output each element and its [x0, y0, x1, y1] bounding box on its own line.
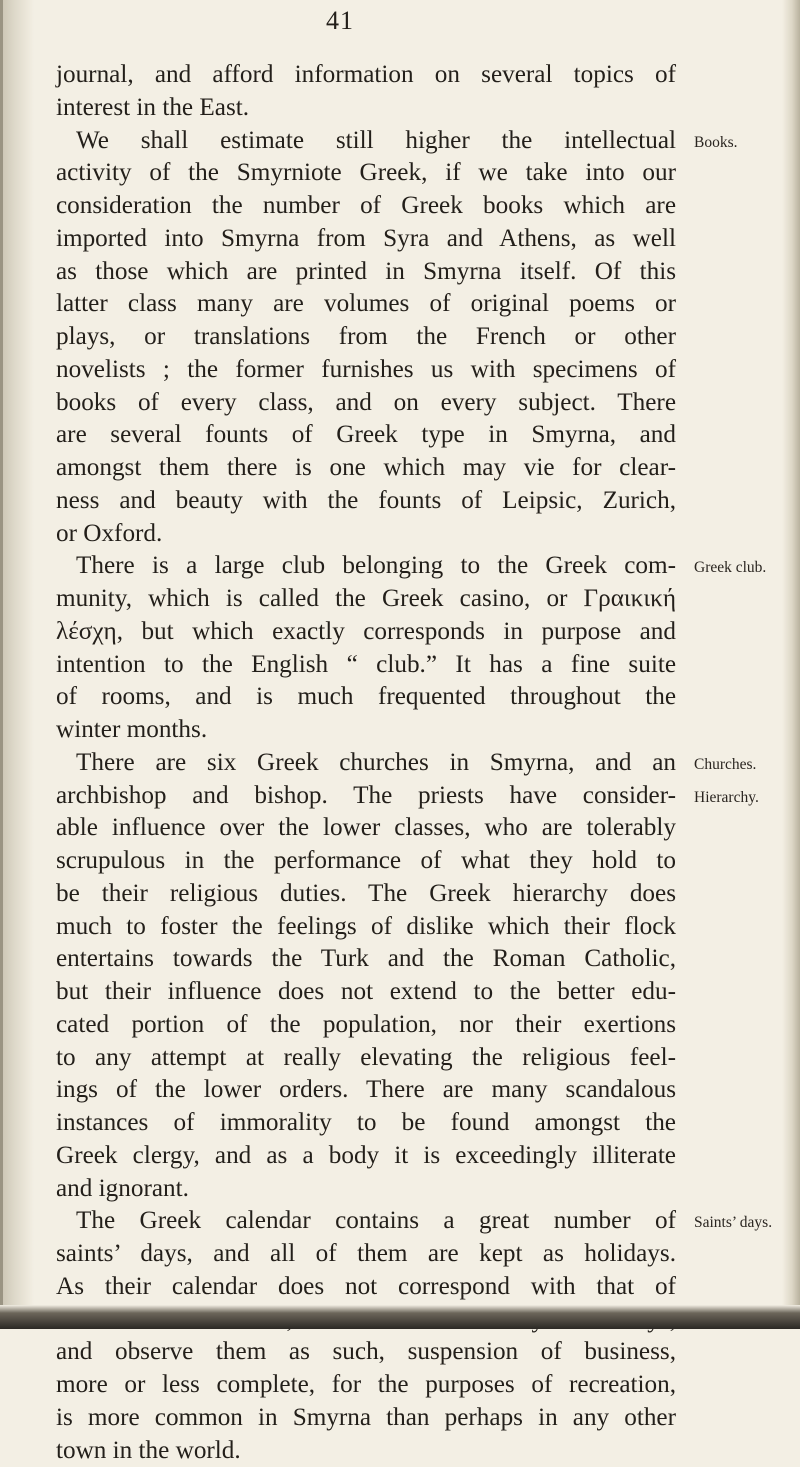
text-line: imported into Smyrna from Syra and Athens, as well: [56, 223, 676, 256]
text-line: are several founts of Greek type in Smyrna, and: [56, 419, 676, 452]
text-line: of rooms, and is much frequented throughout the: [56, 681, 676, 714]
text-line: be their religious duties. The Greek hierarchy does: [56, 878, 676, 911]
text-line: much to foster the feelings of dislike which their flock: [56, 911, 676, 944]
text-line: amongst them there is one which may vie for clear-: [56, 452, 676, 485]
text-line: to any attempt at really elevating the religious feel-: [56, 1042, 676, 1075]
margin-note: Books.: [694, 134, 738, 152]
margin-note: Churches.: [694, 756, 756, 774]
text-line: entertains towards the Turk and the Roman Catholic,: [56, 943, 676, 976]
text-line: munity, which is called the Greek casino, or Γραικική: [56, 583, 676, 616]
text-line: winter months.: [56, 714, 676, 747]
text-line: There is a large club belonging to the Greek com-: [56, 550, 676, 583]
text-line: As their calendar does not correspond with that of: [56, 1271, 676, 1304]
text-line: is more common in Smyrna than perhaps in any other: [56, 1402, 676, 1435]
text-line: archbishop and bishop. The priests have consider-: [56, 780, 676, 813]
text-line: ness and beauty with the founts of Leipsic, Zurich,: [56, 485, 676, 518]
text-line: scrupulous in the performance of what they hold to: [56, 845, 676, 878]
text-line: novelists ; the former furnishes us with specimens of: [56, 354, 676, 387]
page-number: 41: [0, 6, 680, 36]
margin-note: Saints’ days.: [694, 1214, 772, 1232]
text-line: instances of immorality to be found amongst the: [56, 1107, 676, 1140]
text-line: able influence over the lower classes, who are tolerably: [56, 812, 676, 845]
text-line: There are six Greek churches in Smyrna, and an: [56, 747, 676, 780]
book-gutter-shadow: [0, 0, 34, 1329]
text-line: Greek clergy, and as a body it is exceedingly illiterate: [56, 1140, 676, 1173]
body-text: [56, 59, 676, 1467]
text-line: We shall estimate still higher the intellectual: [56, 125, 676, 158]
text-line: saints’ days, and all of them are kept as holidays.: [56, 1238, 676, 1271]
text-line: or Oxford.: [56, 518, 676, 551]
margin-note: Greek club.: [694, 559, 766, 577]
text-line: as those which are printed in Smyrna itself. Of this: [56, 256, 676, 289]
text-line: λέσχη, but which exactly corresponds in purpose and: [56, 616, 676, 649]
book-binding-edge: [0, 0, 3, 1329]
text-line: and observe them as such, suspension of business,: [56, 1336, 676, 1369]
text-line: activity of the Smyrniote Greek, if we take into our: [56, 157, 676, 190]
text-line: town in the world.: [56, 1435, 676, 1467]
text-line: plays, or translations from the French or other: [56, 321, 676, 354]
text-line: cated portion of the population, nor their exertions: [56, 1009, 676, 1042]
text-line: journal, and afford information on several topics of: [56, 59, 676, 92]
text-line: books of every class, and on every subject. There: [56, 387, 676, 420]
text-line: consideration the number of Greek books which are: [56, 190, 676, 223]
text-line: interest in the East.: [56, 92, 676, 125]
page-right-edge: [782, 0, 800, 1329]
text-line: latter class many are volumes of original poems or: [56, 288, 676, 321]
text-line: ings of the lower orders. There are many scandalous: [56, 1074, 676, 1107]
text-line: The Greek calendar contains a great number of: [56, 1205, 676, 1238]
page-bottom-edge: [0, 1305, 800, 1329]
text-line: but their influence does not extend to the better edu-: [56, 976, 676, 1009]
text-line: and ignorant.: [56, 1173, 676, 1206]
margin-note: Hierarchy.: [694, 789, 759, 807]
text-line: more or less complete, for the purposes of recreation,: [56, 1369, 676, 1402]
text-line: intention to the English “ club.” It has a fine suite: [56, 649, 676, 682]
